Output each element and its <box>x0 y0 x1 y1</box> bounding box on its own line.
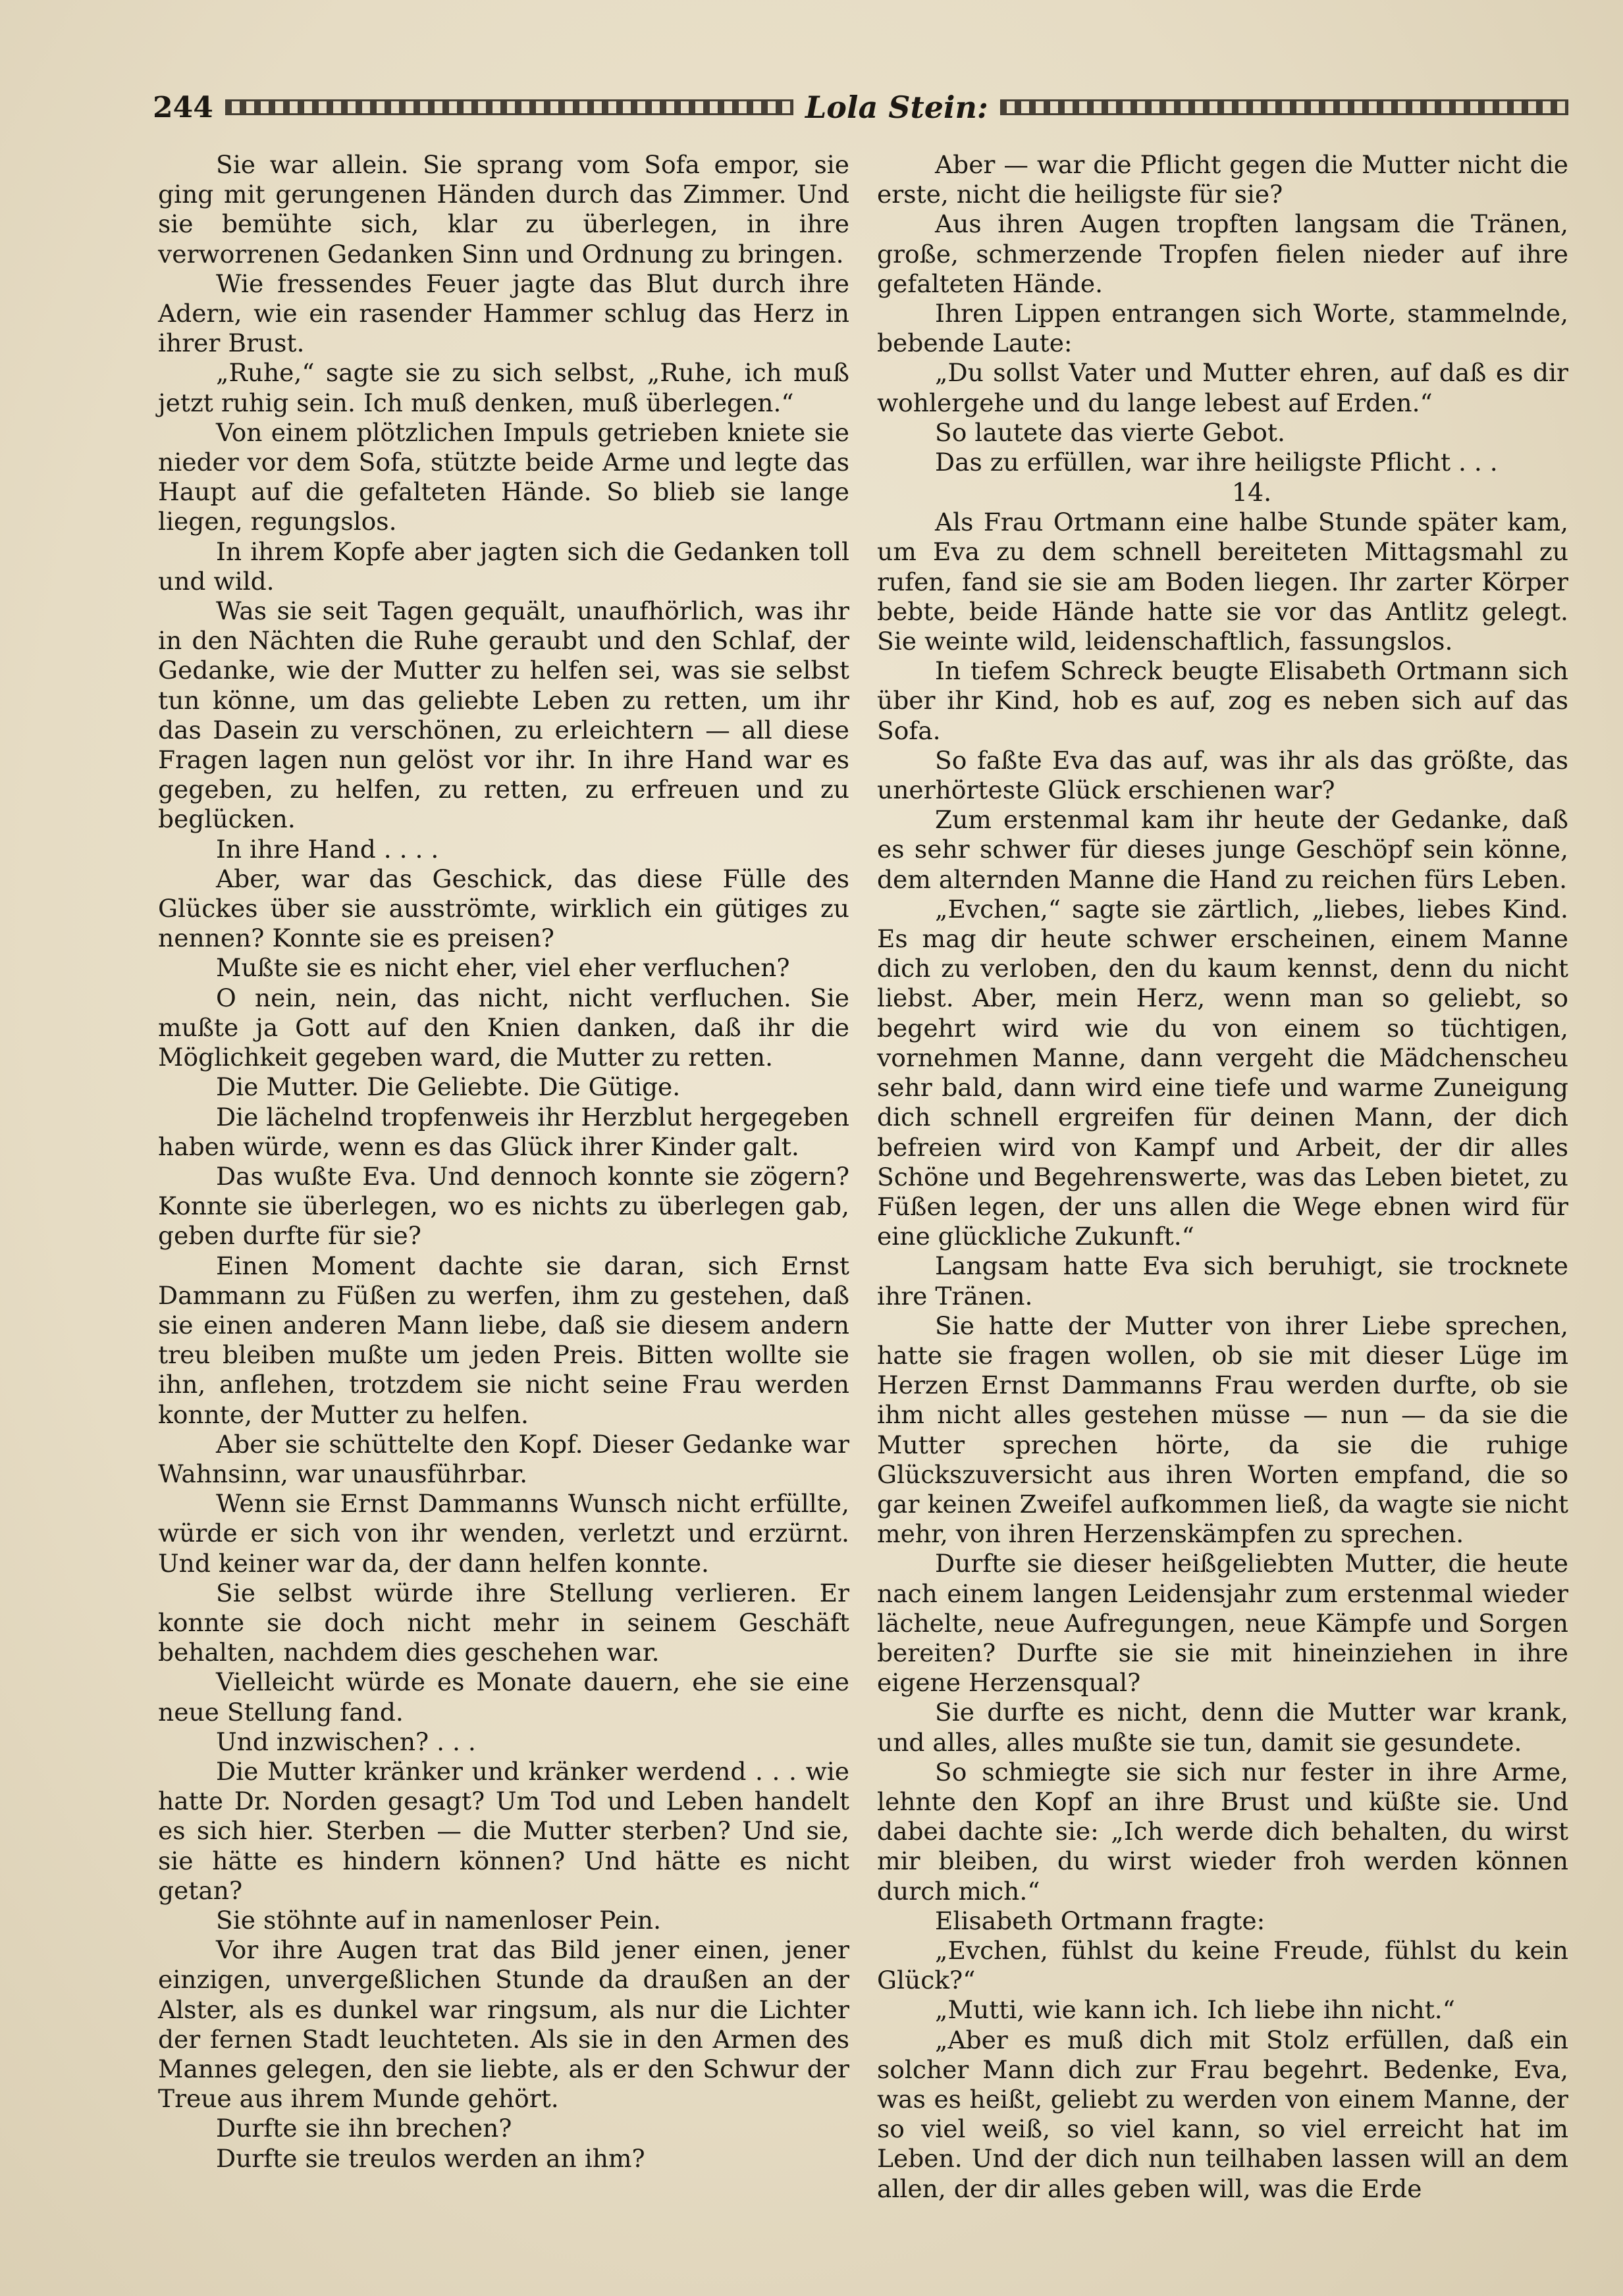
paragraph: Das zu erfüllen, war ihre heiligste Pflicht . . . <box>935 448 1498 477</box>
paragraph: Und inzwischen? . . . <box>216 1727 476 1756</box>
paragraph: Durfte sie ihn brechen? <box>216 2114 512 2143</box>
paragraph: Elisabeth Ortmann fragte: <box>935 1906 1265 1935</box>
paragraph: Sie war allein. Sie sprang vom Sofa empor, sie ging mit gerungenen Händen durch das Zimmer. Und sie bemühte sich, klar zu überlegen, in ihre verworrenen Gedanken Sinn und Ordnung zu bringen. <box>158 150 849 269</box>
paragraph: In tiefem Schreck beugte Elisabeth Ortmann sich über ihr Kind, hob es auf, zog es neben sich auf das Sofa. <box>877 656 1568 745</box>
paragraph: Aber — war die Pflicht gegen die Mutter nicht die erste, nicht die heiligste für sie? <box>877 150 1568 209</box>
paragraph: Die Mutter. Die Geliebte. Die Gütige. <box>216 1072 681 1102</box>
paragraph: Die lächelnd tropfenweis ihr Herzblut hergegeben haben würde, wenn es das Glück ihrer Kinder galt. <box>158 1102 849 1161</box>
paragraph: Von einem plötzlichen Impuls getrieben kniete sie nieder vor dem Sofa, stützte beide Arme und legte das Haupt auf die gefalteten Hände. So blieb sie lange liegen, regungslos. <box>158 417 849 536</box>
paragraph: Sie hatte der Mutter von ihrer Liebe sprechen, hatte sie fragen wollen, ob sie mit dieser Lüge im Herzen Ernst Dammanns Frau werden durfte, ob sie ihm nicht alles gestehen müsse — nun — da sie die Mutter sprechen hörte, da sie die ruhige Glückszuversicht aus ihren Worten empfand, die so gar keinen Zweifel aufkommen ließ, da wagte sie nicht mehr, von ihren Herzenskämpfen zu sprechen. <box>877 1311 1568 1549</box>
paragraph: „Ruhe,“ sagte sie zu sich selbst, „Ruhe, ich muß jetzt ruhig sein. Ich muß denken, muß überlegen.“ <box>158 358 849 417</box>
paragraph: In ihrem Kopfe aber jagten sich die Gedanken toll und wild. <box>158 536 849 596</box>
paragraph: „Mutti, wie kann ich. Ich liebe ihn nicht.“ <box>935 1995 1455 2025</box>
paragraph: So faßte Eva das auf, was ihr als das größte, das unerhörteste Glück erschienen war? <box>877 745 1568 805</box>
paragraph: „Aber es muß dich mit Stolz erfüllen, daß ein solcher Mann dich zur Frau begehrt. Bedenke, Eva, was es heißt, geliebt zu werden von einem Manne, der so viel weiß, so viel kann, so viel erreicht hat im Leben. Und der dich nun teilhaben lassen will an dem allen, der dir alles geben will, was die Erde <box>877 2025 1568 2203</box>
paragraph: Durfte sie dieser heißgeliebten Mutter, die heute nach einem langen Leidensjahr zum erstenmal wieder lächelte, neue Aufregungen, neue Kämpfe und Sorgen bereiten? Durfte sie sie mit hineinziehen in ihre eigene Herzensqual? <box>877 1549 1568 1698</box>
section-number: 14. <box>1231 478 1272 508</box>
paragraph: Langsam hatte Eva sich beruhigt, sie trocknete ihre Tränen. <box>877 1251 1568 1311</box>
paragraph: Mußte sie es nicht eher, viel eher verfluchen? <box>216 953 790 983</box>
paragraph: Aber, war das Geschick, das diese Fülle des Glückes über sie ausströmte, wirklich ein gütiges zu nennen? Konnte sie es preisen? <box>158 864 849 953</box>
right-column <box>877 150 1568 2204</box>
paragraph: Aus ihren Augen tropften langsam die Tränen, große, schmerzende Tropfen fielen nieder auf ihre gefalteten Hände. <box>877 209 1568 298</box>
paragraph: Die Mutter kränker und kränker werdend . . . wie hatte Dr. Norden gesagt? Um Tod und Leben handelt es sich hier. Sterben — die Mutter sterben? Und sie, sie hätte es hindern können? Und hätte es nicht getan? <box>158 1756 849 1905</box>
paragraph: O nein, nein, das nicht, nicht verfluchen. Sie mußte ja Gott auf den Knien danken, daß ihr die Möglichkeit gegeben ward, die Mutter zu retten. <box>158 983 849 1072</box>
page-header <box>153 84 1568 130</box>
paragraph: Vor ihre Augen trat das Bild jener einen, jener einzigen, unvergeßlichen Stunde da draußen an der Alster, als es dunkel war ringsum, als nur die Lichter der fernen Stadt leuchteten. Als sie in den Armen des Mannes gelegen, den sie liebte, als er den Schwur der Treue aus ihrem Munde gehört. <box>158 1935 849 2114</box>
left-column <box>158 150 849 2174</box>
paragraph: Sie stöhnte auf in namenloser Pein. <box>216 1905 662 1935</box>
paragraph: Sie durfte es nicht, denn die Mutter war krank, und alles, alles mußte sie tun, damit sie gesundete. <box>877 1698 1568 1757</box>
paragraph: „Evchen,“ sagte sie zärtlich, „liebes, liebes Kind. Es mag dir heute schwer erscheinen, einem Manne dich zu verloben, den du kaum kennst, denn du nicht liebst. Aber, mein Herz, wenn man so geliebt, so begehrt wird wie du von einem so tüchtigen, vornehmen Manne, dann vergeht die Mädchenscheu sehr bald, dann wird eine tiefe und warme Zuneigung dich schnell ergreifen für deinen Mann, der dich befreien wird von Kampf und Arbeit, der dir alles Schöne und Begehrenswerte, was das Leben bietet, zu Füßen legen, der uns allen die Wege ebnen wird für eine glückliche Zukunft.“ <box>877 894 1568 1251</box>
paragraph: So lautete das vierte Gebot. <box>935 417 1285 447</box>
paragraph: Einen Moment dachte sie daran, sich Ernst Dammann zu Füßen zu werfen, ihm zu gestehen, daß sie einen anderen Mann liebe, daß sie diesem andern treu bleiben mußte um jeden Preis. Bitten wollte sie ihn, anflehen, trotzdem sie nicht seine Frau werden konnte, der Mutter zu helfen. <box>158 1251 849 1429</box>
paragraph: Was sie seit Tagen gequält, unaufhörlich, was ihr in den Nächten die Ruhe geraubt und den Schlaf, der Gedanke, wie der Mutter zu helfen sei, was sie selbst tun könne, um das geliebte Leben zu retten, um ihr das Dasein zu verschönen, zu erleichtern — all diese Fragen lagen nun gelöst vor ihr. In ihre Hand war es gegeben, zu helfen, zu retten, zu erfreuen und zu beglücken. <box>158 596 849 834</box>
paragraph: „Du sollst Vater und Mutter ehren, auf daß es dir wohlergehe und du lange lebest auf Erden.“ <box>877 358 1568 417</box>
paragraph: Wenn sie Ernst Dammanns Wunsch nicht erfüllte, würde er sich von ihr wenden, verletzt und erzürnt. Und keiner war da, der dann helfen konnte. <box>158 1489 849 1578</box>
paragraph: Durfte sie treulos werden an ihm? <box>216 2143 645 2173</box>
page-number: 244 <box>153 90 213 124</box>
paragraph: Sie selbst würde ihre Stellung verlieren. Er konnte sie doch nicht mehr in seinem Geschäft behalten, nachdem dies geschehen war. <box>158 1578 849 1667</box>
ornament-rule-right <box>1000 99 1568 115</box>
paragraph: Zum erstenmal kam ihr heute der Gedanke, daß es sehr schwer für dieses junge Geschöpf sein könne, dem alternden Manne die Hand zu reichen fürs Leben. <box>877 805 1568 894</box>
paragraph: Als Frau Ortmann eine halbe Stunde später kam, um Eva zu dem schnell bereiteten Mittagsmahl zu rufen, fand sie sie am Boden liegen. Ihr zarter Körper bebte, beide Hände hatte sie vor das Antlitz gelegt. Sie weinte wild, leidenschaftlich, fassungslos. <box>877 508 1568 656</box>
paragraph: Wie fressendes Feuer jagte das Blut durch ihre Adern, wie ein rasender Hammer schlug das Herz in ihrer Brust. <box>158 269 849 358</box>
paragraph: Vielleicht würde es Monate dauern, ehe sie eine neue Stellung fand. <box>158 1667 849 1727</box>
paragraph: So schmiegte sie sich nur fester in ihre Arme, lehnte den Kopf an ihre Brust und küßte sie. Und dabei dachte sie: „Ich werde dich behalten, du wirst mir bleiben, du wirst wieder froh werden können durch mich.“ <box>877 1757 1568 1906</box>
paragraph: „Evchen, fühlst du keine Freude, fühlst du kein Glück?“ <box>877 1935 1568 1995</box>
paragraph: Das wußte Eva. Und dennoch konnte sie zögern? Konnte sie überlegen, wo es nichts zu überlegen gab, geben durfte für sie? <box>158 1161 849 1251</box>
paragraph: In ihre Hand . . . . <box>216 834 439 864</box>
paragraph: Aber sie schüttelte den Kopf. Dieser Gedanke war Wahnsinn, war unausführbar. <box>158 1429 849 1488</box>
ornament-rule-left <box>225 99 793 115</box>
paragraph: Ihren Lippen entrangen sich Worte, stammelnde, bebende Laute: <box>877 299 1568 358</box>
running-title: Lola Stein: <box>805 90 988 125</box>
